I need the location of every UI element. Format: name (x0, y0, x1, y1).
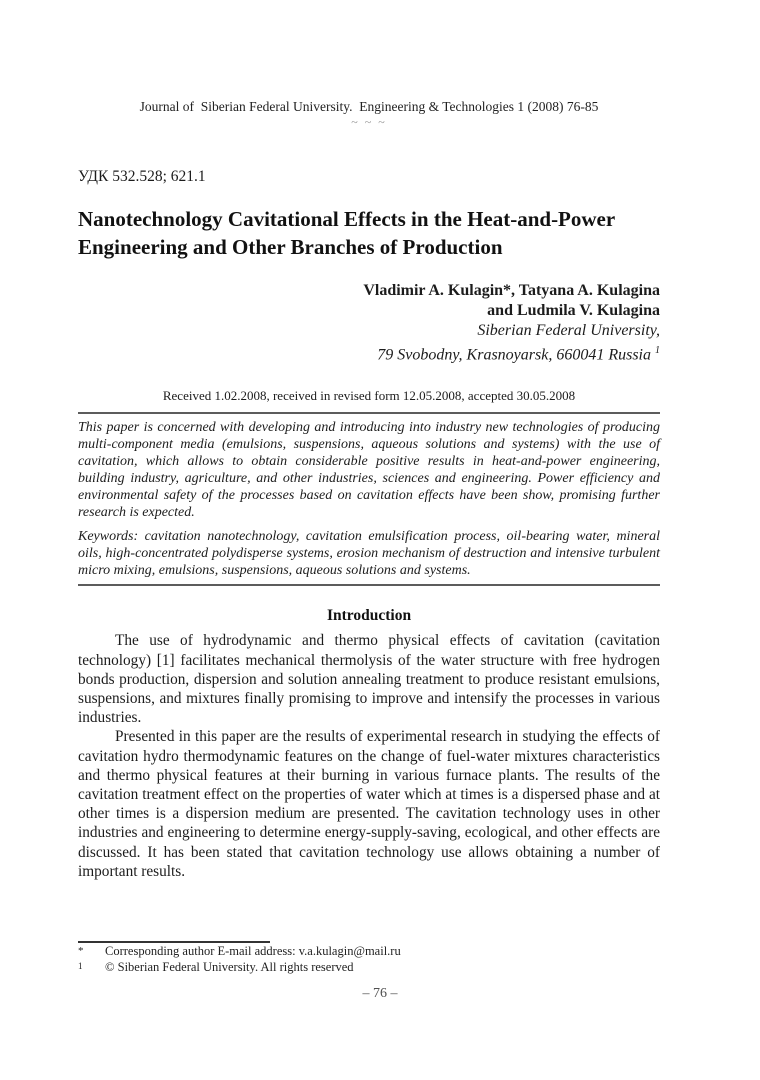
authors-line2: and Ludmila V. Kulagina (487, 302, 660, 319)
intro-paragraph-1: The use of hydrodynamic and thermo physical effects of cavitation (cavitation technology) [1] facilitates mechanical thermolysis of the water structure with free hydrogen bonds production, dispersion and solution annealing treatment to produce resistant emulsions, suspensions, and mixtures finally promising to improve and intensify the processes in various industries. (78, 632, 660, 727)
authors-block (78, 281, 660, 321)
intro-paragraph-2: Presented in this paper are the results of experimental research in studying the effects of cavitation hydro thermodynamic features on the change of fuel-water mixtures characteristics and thermo physical features at their burning in various furnace plants. The results of the cavitation treatment effect on the properties of water which at times is a dispersed phase and at other times is a dispersion medium are presented. The cavitation technology uses in other industries and engineering to determine energy-supply-saving, ecological, and other effects are discussed. It has been stated that cavitation technology use allows obtaining a number of important results. (78, 728, 660, 880)
abstract-text: This paper is concerned with developing and introducing into industry new technologies of producing multi-component media (emulsions, suspensions, aqueous solutions and systems) with the use of cavitation, which allows to obtain considerable positive results in heat-and-power engineering, building industry, agriculture, and other industries, sciences and engineering. Power efficiency and environmental safety of the processes based on cavitation effects have been show, promising further research is expected. (78, 420, 660, 521)
authors-line1: Vladimir A. Kulagin*, Tatyana A. Kulagina (363, 282, 660, 299)
tilde-separator: ~ ~ ~ (351, 115, 387, 129)
page-number: – 76 – (362, 986, 398, 1001)
affiliation-line2 (78, 341, 660, 365)
footnote-marker-asterisk: * (78, 944, 84, 957)
keywords-text: Keywords: cavitation nanotechnology, cavitation emulsification process, oil-bearing water, mineral oils, high-concentrated polydisperse systems, erosion mechanism of destruction and intensive turbulent micro mixing, emulsions, suspensions, aqueous solutions and systems. (78, 529, 660, 579)
footnote-copyright-text: © Siberian Federal University. All rights reserved (105, 960, 354, 974)
footnote-email-text: Corresponding author E-mail address: v.a.kulagin@mail.ru (105, 943, 401, 958)
footnote-marker-1: 1 (78, 961, 83, 971)
udc-code: УДК 532.528; 621.1 (78, 168, 206, 185)
paper-title (78, 205, 660, 261)
page-content (78, 0, 660, 881)
section-heading-introduction: Introduction (326, 607, 412, 625)
footnote-copyright (78, 959, 660, 976)
paper-title-line2: Engineering and Other Branches of Production (78, 235, 503, 259)
affiliation-block (78, 321, 660, 365)
affiliation-address: 79 Svobodny, Krasnoyarsk, 660041 Russia (377, 346, 651, 364)
affiliation-line1: Siberian Federal University, (477, 322, 660, 339)
footnote-corresponding-author (78, 943, 660, 960)
abstract-bottom-rule (78, 584, 660, 586)
affiliation-footnote-mark: 1 (655, 345, 660, 356)
paper-title-line1: Nanotechnology Cavitational Effects in the Heat-and-Power (78, 207, 616, 231)
abstract-top-rule (78, 412, 660, 414)
received-dates: Received 1.02.2008, received in revised form 12.05.2008, accepted 30.05.2008 (162, 388, 576, 404)
journal-header: Journal of Siberian Federal University. Engineering & Technologies 1 (2008) 76-85 (139, 99, 599, 114)
footnote-area (78, 941, 660, 976)
